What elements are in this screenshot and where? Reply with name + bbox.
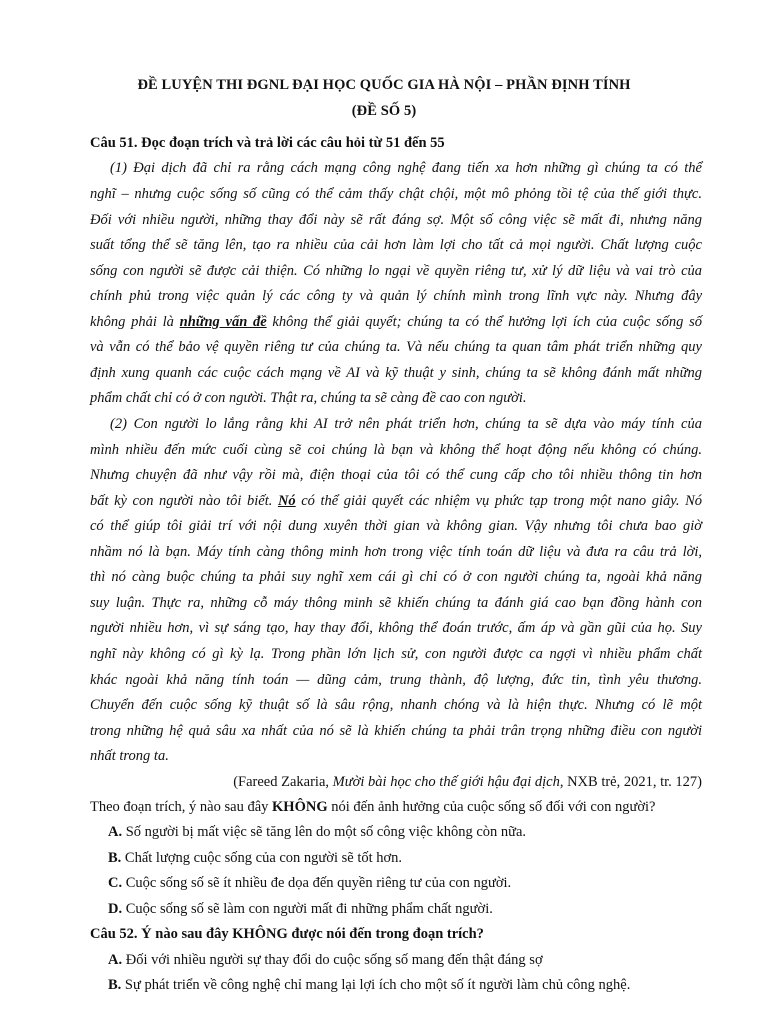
- p1-line-3: Đối với nhiều người, những thay đổi này sẽ rất đáng sợ. Một số công việc sẽ mất đi, nhưng năng: [90, 212, 702, 228]
- p1-line-7: [90, 313, 702, 331]
- p2-line-6: nhầm nó là bạn. Máy tính càng thông minh hơn trong việc tính toán dữ liệu và đưa ra câu trả lời,: [90, 544, 702, 560]
- p2-line-13: trong những hệ quả sâu xa nhất của nó sẽ là khiến chúng ta phải trân trọng những điều con người: [90, 723, 702, 739]
- option-key: D.: [108, 901, 123, 917]
- source-citation: [90, 773, 702, 791]
- q51-option-c[interactable]: [108, 874, 720, 892]
- p2-line-3: Nhưng chuyện đã như vậy rồi mà, điện thoại của tôi có thể cung cấp cho tôi nhiều thông tin hơn: [90, 467, 702, 483]
- q51-question-emphasis: KHÔNG: [272, 799, 328, 815]
- p1-line-6: chính phủ trong việc quản lý các công ty và quản lý chính mình trong lĩnh vực này. Nhưng đây: [90, 288, 702, 304]
- p2-line-10: nghĩ này không có gì kỳ lạ. Trong phần lớn lịch sử, con người được ca ngợi vì nhiều phẩm chất: [90, 646, 702, 662]
- source-author: (Fareed Zakaria,: [233, 774, 333, 790]
- option-key: A.: [108, 824, 123, 840]
- option-text: Số người bị mất việc sẽ tăng lên do một số công việc không còn nữa.: [122, 824, 527, 840]
- q52-heading: Câu 52. Ý nào sau đây KHÔNG được nói đến trong đoạn trích?: [90, 926, 484, 942]
- p1-line-8: và vẫn có thể bảo vệ quyền riêng tư của chúng ta. Và nếu chúng ta quan tâm phát triển những quy: [90, 339, 702, 355]
- p1-line-2: nghĩ – nhưng cuộc sống số cũng có thể cảm thấy chật chội, một mô phỏng tồi tệ của thế giới thực.: [90, 186, 702, 202]
- q52-option-b[interactable]: [108, 976, 720, 994]
- q51-option-d[interactable]: [108, 900, 720, 918]
- option-key: A.: [108, 952, 123, 968]
- p2-line-7: thì nó càng buộc chúng ta phải suy nghĩ xem cái gì chỉ có ở con người chúng ta, ngoài khả năng: [90, 569, 702, 585]
- p2-line-2: mình nhiều đến mức cuối cùng sẽ coi chúng là bạn và không thể hoạt động nếu không có chúng.: [90, 442, 702, 458]
- q51-question: [90, 798, 702, 816]
- document-subtitle: (ĐỀ SỐ 5): [351, 103, 417, 119]
- p2-line-11: khác ngoài khả năng tính toán — dũng cảm, trung thành, độ lượng, đức tin, tình yêu thương.: [90, 672, 702, 688]
- option-text: Đối với nhiều người sự thay đổi do cuộc sống số mang đến thật đáng sợ: [122, 952, 543, 968]
- underlined-pronoun: Nó: [277, 493, 296, 509]
- option-text: Chất lượng cuộc sống của con người sẽ tốt hơn.: [121, 850, 403, 866]
- p1-line-5: sống con người sẽ được cải thiện. Có những lo ngại về quyền riêng tư, xử lý dữ liệu và vai trò của: [90, 263, 702, 279]
- source-publisher: , NXB trẻ, 2021, tr. 127): [559, 774, 702, 790]
- option-key: B.: [108, 977, 122, 993]
- p2-line-4-pre: bất kỳ con người nào tôi biết.: [90, 493, 278, 509]
- p1-line-7-pre: không phải là: [90, 314, 180, 330]
- option-text: Cuộc sống số sẽ làm con người mất đi những phẩm chất người.: [122, 901, 493, 917]
- option-key: C.: [108, 875, 123, 891]
- p1-line-10: phẩm chất chỉ có ở con người. Thật ra, chúng ta sẽ càng đề cao con người.: [90, 390, 527, 406]
- p1-line-1: (1) Đại dịch đã chỉ ra rằng cách mạng công nghệ đang tiến xa hơn những gì chúng ta có thể: [110, 160, 702, 176]
- p2-line-4-post: có thể giải quyết các nhiệm vụ phức tạp trong một nano giây. Nó: [295, 493, 702, 509]
- p2-line-5: có thể giúp tôi giải trí với nội dung xuyên thời gian và không gian. Vậy nhưng tôi chưa bao giờ: [90, 518, 702, 534]
- q51-question-pre: Theo đoạn trích, ý nào sau đây: [90, 799, 273, 815]
- p1-line-9: định xung quanh các cuộc cách mạng về AI và kỹ thuật y sinh, chúng ta sẽ không đánh mất những: [90, 365, 702, 381]
- p2-line-14: nhất trong ta.: [90, 748, 169, 764]
- q51-option-a[interactable]: [108, 823, 720, 841]
- source-book-title: Mười bài học cho thế giới hậu đại dịch: [332, 774, 560, 790]
- q51-heading: Câu 51. Đọc đoạn trích và trả lời các câu hỏi từ 51 đến 55: [90, 135, 445, 151]
- p1-line-4: suất tổng thể sẽ tăng lên, tạo ra nhiều của cải hơn làm lợi cho tất cả mọi người. Chất lượng cuộc: [90, 237, 702, 253]
- q51-question-post: nói đến ảnh hưởng của cuộc sống số đối với con người?: [327, 799, 656, 815]
- p2-line-4: [90, 492, 702, 510]
- option-key: B.: [108, 850, 122, 866]
- p2-line-9: người nhiều hơn, vì sự sáng tạo, hay thay đổi, không thể đoán trước, ấm áp và gần gũi của họ. Suy: [90, 620, 702, 636]
- option-text: Cuộc sống số sẽ ít nhiều đe dọa đến quyền riêng tư của con người.: [122, 875, 512, 891]
- option-text: Sự phát triển về công nghệ chỉ mang lại lợi ích cho một số ít người làm chủ công nghệ.: [121, 977, 631, 993]
- underlined-phrase: những vấn đề: [179, 314, 267, 330]
- p1-line-7-post: không thể giải quyết; chúng ta có thể hưởng lợi ích của cuộc sống số: [266, 314, 702, 330]
- p2-line-8: suy luận. Thực ra, những cỗ máy thông minh sẽ khiến chúng ta đánh giá cao bạn đồng hành con: [90, 595, 702, 611]
- q52-option-a[interactable]: [108, 951, 720, 969]
- p2-line-1: (2) Con người lo lắng rằng khi AI trở nên phát triển hơn, chúng ta sẽ dựa vào máy tính của: [110, 416, 702, 432]
- q51-option-b[interactable]: [108, 849, 720, 867]
- document-title: ĐỀ LUYỆN THI ĐGNL ĐẠI HỌC QUỐC GIA HÀ NỘI – PHẦN ĐỊNH TÍNH: [137, 77, 631, 93]
- p2-line-12: Chuyển đến cuộc sống kỹ thuật số là sâu rộng, nhanh chóng và là hiện thực. Nhưng có lẽ một: [90, 697, 702, 713]
